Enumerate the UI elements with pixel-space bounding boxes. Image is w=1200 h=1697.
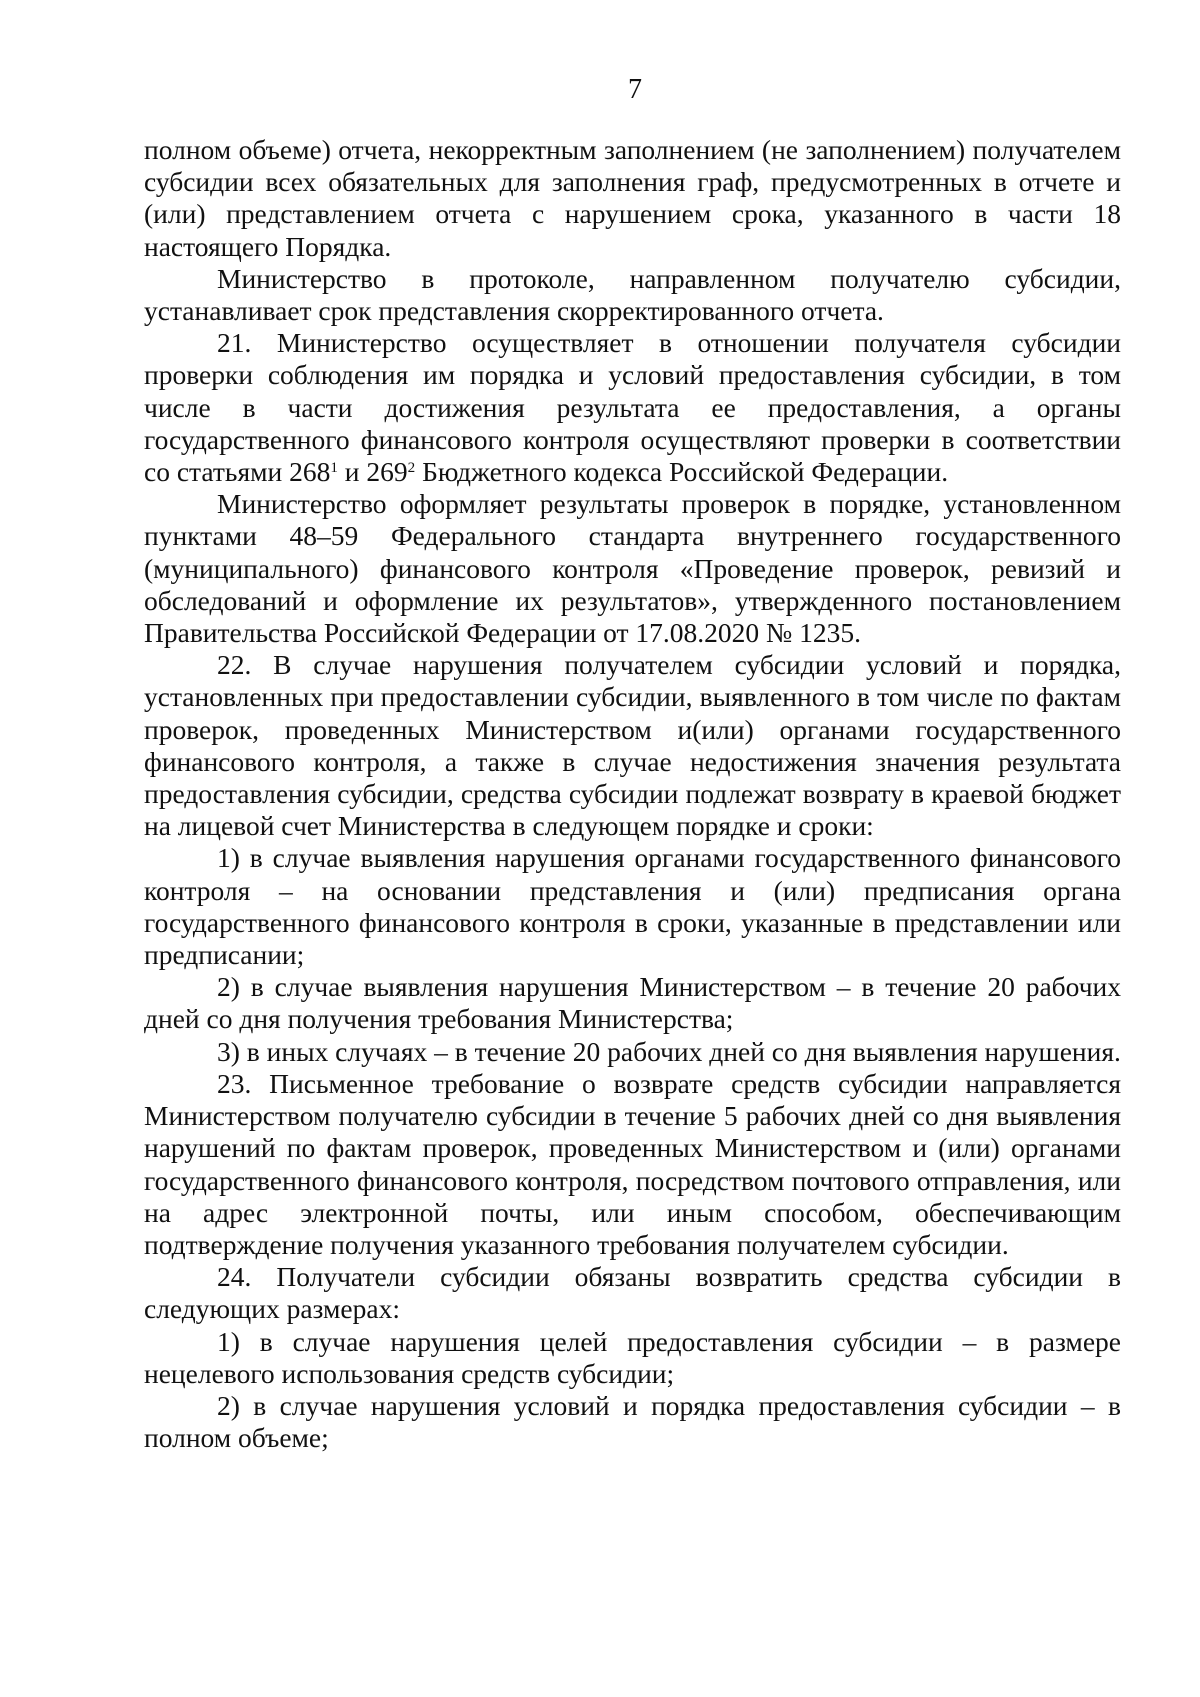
superscript-2: 2 [407,459,416,476]
paragraph: Министерство в протоколе, направленном получателю субсидии, устанавливает срок представления скорректированного отчета. [144,262,1121,327]
list-item: 1) в случае выявления нарушения органами государственного финансового контроля – на основании представления и (или) предписания органа государственного финансового контроля в сроки, указанные в представлении или предписании; [144,842,1121,971]
paragraph-23: 23. Письменное требование о возврате средств субсидии направляется Министерством получателю субсидии в течение 5 рабочих дней со дня выявления нарушений по фактам проверок, проведенных Министерством и (или) органами государственного финансового контроля, посредством почтового отправления, или на адрес электронной почты, или иным способом, обеспечивающим подтверждение получения указанного требования получателем субсидии. [144,1067,1121,1260]
superscript-1: 1 [330,459,338,476]
paragraph-21-text-b: и 269 [337,456,408,488]
list-item: 3) в иных случаях – в течение 20 рабочих дней со дня выявления нарушения. [217,1035,1121,1067]
paragraph-continuation: полном объеме) отчета, некорректным заполнением (не заполнением) получателем субсидии всех обязательных для заполнения граф, предусмотренных в отчете и (или) представлением отчета с нарушением срока, указанного в части 18 настоящего Порядка. [144,134,1121,262]
list-item: 2) в случае нарушения условий и порядка предоставления субсидии – в полном объеме; [144,1389,1121,1454]
list-item: 1) в случае нарушения целей предоставления субсидии – в размере нецелевого использования средств субсидии; [144,1325,1121,1389]
paragraph-22: 22. В случае нарушения получателем субсидии условий и порядка, установленных при предоставлении субсидии, выявленного в том числе по фактам проверок, проведенных Министерством и(или) органами государственного финансового контроля, а также в случае недостижения значения результата предоставления субсидии, средства субсидии подлежат возврату в краевой бюджет на лицевой счет Министерства в следующем порядке и сроки: [144,649,1121,842]
document-body [144,134,1121,1454]
paragraph-21-text-c: Бюджетного кодекса Российской Федерации. [415,456,949,488]
paragraph: Министерство оформляет результаты проверок в порядке, установленном пунктами 48–59 Федерального стандарта внутреннего государственного (муниципального) финансового контроля «Проведение проверок, ревизий и обследований и оформление их результатов», утвержденного постановлением Правительства Российской Федерации от 17.08.2020 № 1235. [144,488,1121,649]
list-item: 2) в случае выявления нарушения Министерством – в течение 20 рабочих дней со дня получения требования Министерства; [144,971,1121,1035]
page-number: 7 [628,74,642,105]
paragraph-21-text-a: 21. Министерство осуществляет в отношении получателя субсидии проверки соблюдения им порядка и условий предоставления субсидии, в том числе в части достижения результата ее предоставления, а органы государственного финансового контроля осуществляют проверки в соответствии со статьями 268 [144,327,1121,488]
paragraph-21 [144,327,1121,488]
paragraph-24: 24. Получатели субсидии обязаны возвратить средства субсидии в следующих размерах: [144,1261,1121,1325]
